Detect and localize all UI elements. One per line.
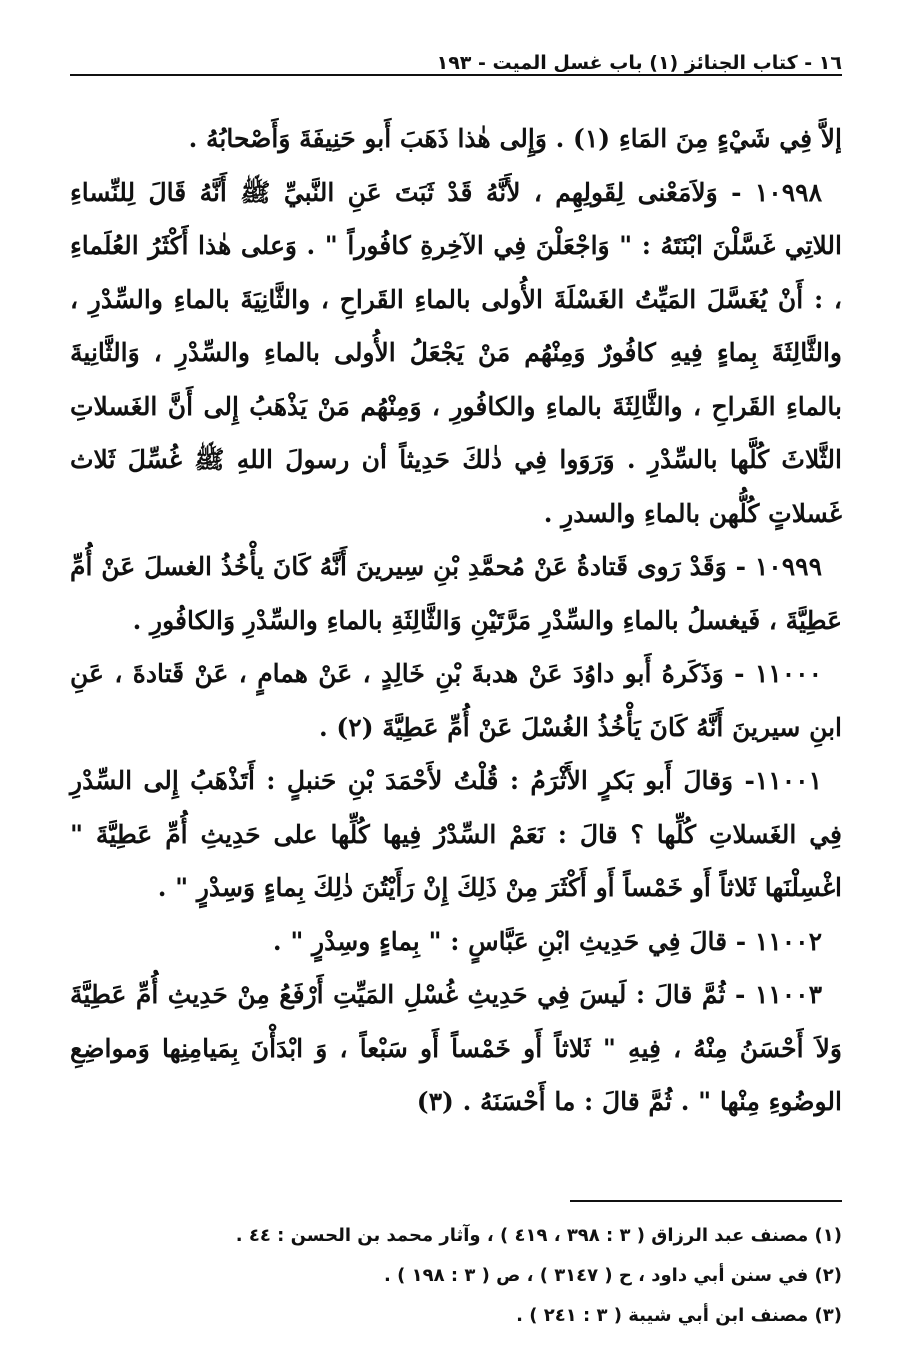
- paragraph: إلاَّ فِي شَيْءٍ مِنَ المَاءِ (١) . وَإِلى هٰذا ذَهَبَ أَبو حَنِيفَةَ وَأَصْحابُهُ .: [188, 124, 842, 153]
- paragraph: ١٠٩٩٨ - وَلاَمَعْنى لِقَولِهِم ، لأَنَّهُ قَدْ ثَبَتَ عَنِ النَّبيِّ ﷺ أَنَّهُ قَالَ لِلنِّساءِ اللاتِي غَسَّلْنَ ابْنَتَهُ : " وَاجْعَلْنَ فِي الآخِرةِ كافُوراً " . وَعلى هٰذا أَكْثَرُ العُلَماءِ ، : أَنْ يُغَسَّلَ المَيِّتُ الغَسْلَةَ الأُولى بالماءِ القَراحِ ، والثَّانِيَةَ بالماءِ والسِّدْرِ ، والثَّالِثَةَ بِماءٍ فِيهِ كافُورٌ وَمِنْهُم مَنْ يَجْعَلُ الأُولى بالماءِ والسِّدْرِ ، وَالثَّانِيةَ بالماءِ القَراحِ ، والثَّالِثَةَ بالماءِ والكافُورِ ، وَمِنْهُم مَنْ يَذْهَبُ إِلى أَنَّ الغَسلاتِ الثَّلاثَ كُلَّها بالسِّدْرِ . وَرَوَوا فِي ذٰلكَ حَدِيثاً أن رسولَ اللهِ ﷺ غُسِّلَ ثَلاث غَسلاتٍ كُلُّهن بالماءِ والسدرِ .: [70, 177, 842, 528]
- footnote: (٢) في سنن أبي داود ، ح ( ٣١٤٧ ) ، ص ( ٣ : ١٩٨ ) .: [384, 1265, 842, 1286]
- footnote: (١) مصنف عبد الرزاق ( ٣ : ٣٩٨ ، ٤١٩ ) ، وآثار محمد بن الحسن : ٤٤ .: [235, 1225, 842, 1246]
- main-text: [70, 112, 842, 1129]
- footnote: (٣) مصنف ابن أبي شيبة ( ٣ : ٢٤١ ) .: [516, 1305, 842, 1326]
- running-header-title: ١٦ - كتاب الجنائز (١) باب غسل الميت - ١٩٣: [429, 52, 842, 74]
- footnotes: [70, 1216, 842, 1336]
- paragraph: ١١٠٠٠ - وَذَكَرهُ أَبو داوُدَ عَنْ هدبةَ بْنِ خَالِدٍ ، عَنْ همامٍ ، عَنْ قَتادةَ ، عَنِ ابنِ سيرينَ أَنَّهُ كَانَ يَأْخُذُ الغُسْلَ عَنْ أُمِّ عَطِيَّةَ (٢) .: [70, 659, 842, 742]
- running-header: [70, 52, 842, 86]
- paragraph: ١١٠٠٢ - قالَ فِي حَدِيثِ ابْنِ عَبَّاسٍ : " بِماءٍ وسِدْرٍ " .: [272, 926, 822, 956]
- paragraph: ١٠٩٩٩ - وَقَدْ رَوى قَتادةُ عَنْ مُحمَّدِ بْنِ سِيرينَ أَنَّهُ كَانَ يأْخُذُ الغسلَ عَنْ أُمِّ عَطِيَّةَ ، فَيغسلُ بالماءِ والسِّدْرِ مَرَّتَيْنِ وَالثَّالِثَةِ بالماءِ والسِّدْرِ وَالكافُورِ .: [70, 552, 842, 635]
- paragraph: ١١٠٠١- وَقالَ أَبو بَكرٍ الأَثْرَمُ : قُلْتُ لأَحْمَدَ بْنِ حَنبلٍ : أَتَذْهَبُ إِلى السِّدْرِ فِي الغَسلاتِ كُلِّها ؟ قالَ : نَعَمْ السِّدْرُ فِيها كُلِّها على حَدِيثِ أُمِّ عَطِيَّةَ " اغْسِلْنَها ثَلاثاً أَو خَمْساً أَو أَكْثَرَ مِنْ ذَلِكَ إِنْ رَأَيْتُنَ ذٰلِكَ بِماءٍ وَسِدْرٍ " .: [70, 766, 842, 902]
- paragraph: ١١٠٠٣ - ثُمَّ قالَ : لَيسَ فِي حَدِيثِ غُسْلِ المَيِّتِ أَرْفَعُ مِنْ حَدِيثِ أُمِّ عَطِيَّةَ وَلاَ أَحْسَنُ مِنْهُ ، فِيهِ " ثَلاثاً أَو خَمْساً أَو سَبْعاً ، وَ ابْدَأْنَ بِمَيامِنِها وَمواضِعِ الوضُوءِ مِنْها " . ثُمَّ قالَ : ما أَحْسَنَهُ . (٣): [70, 980, 842, 1116]
- footnote-rule: [570, 1200, 842, 1202]
- header-rule: [70, 74, 842, 76]
